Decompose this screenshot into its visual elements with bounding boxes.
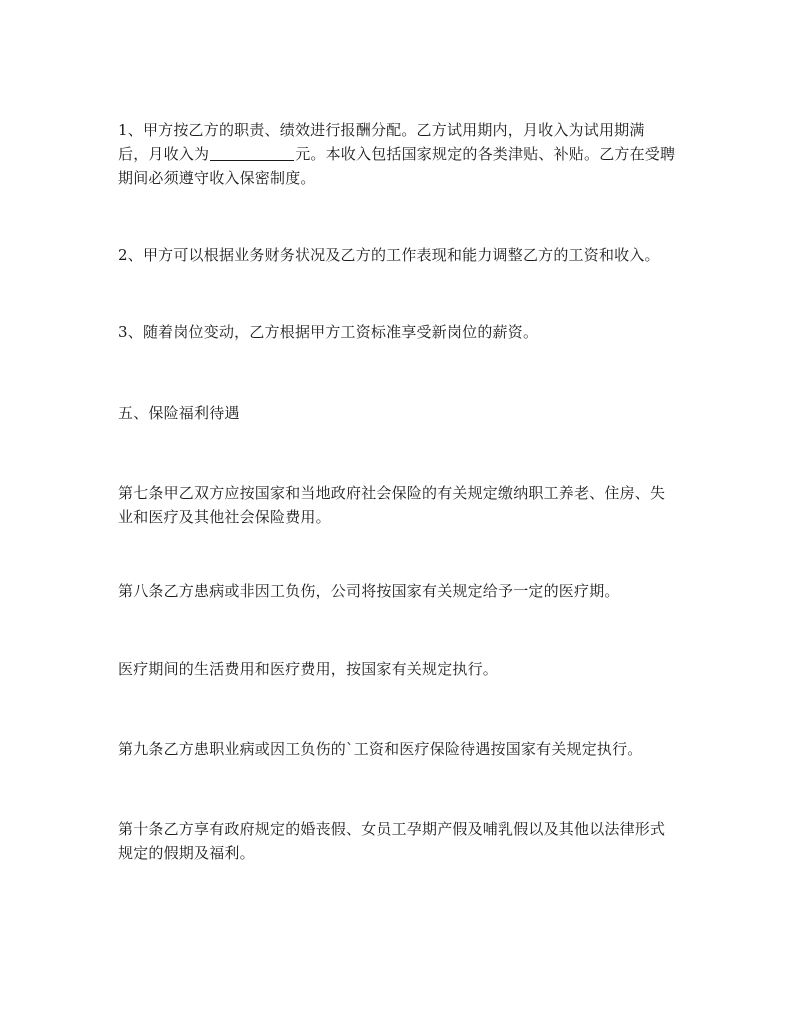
remuneration-text-before-blank: 后，月收入为 (118, 145, 210, 163)
section-heading-insurance (118, 401, 678, 425)
remuneration-text-after-blank: 元。本收入包括国家规定的各类津贴、补贴。乙方在受聘 (295, 145, 676, 163)
article-8 (118, 579, 678, 603)
article-8-text: 第八条乙方患病或非因工负伤，公司将按国家有关规定给予一定的医疗期。 (118, 582, 620, 600)
article-7 (118, 481, 678, 529)
article-10 (118, 817, 678, 865)
article-9-text: 第九条乙方患职业病或因工负伤的`工资和医疗保险待遇按国家有关规定执行。 (118, 740, 643, 758)
paragraph-position-change-text: 3、随着岗位变动，乙方根据甲方工资标准享受新岗位的薪资。 (118, 323, 539, 341)
paragraph-remuneration-line-3: 期间必须遵守收入保密制度。 (118, 169, 316, 187)
article-10-line-2: 规定的假期及福利。 (118, 844, 255, 862)
paragraph-remuneration (118, 118, 678, 190)
article-7-line-2: 业和医疗及其他社会保险费用。 (118, 508, 331, 526)
article-10-line-1: 第十条乙方享有政府规定的婚丧假、女员工孕期产假及哺乳假以及其他以法律形式 (118, 820, 666, 838)
paragraph-position-change (118, 320, 678, 344)
section-heading-insurance-text: 五、保险福利待遇 (118, 404, 240, 422)
paragraph-salary-adjustment (118, 243, 678, 267)
income-blank-field (210, 145, 294, 161)
paragraph-medical-costs-text: 医疗期间的生活费用和医疗费用，按国家有关规定执行。 (118, 660, 499, 678)
paragraph-remuneration-line-2 (118, 142, 678, 166)
article-7-line-1: 第七条甲乙双方应按国家和当地政府社会保险的有关规定缴纳职工养老、住房、失 (118, 484, 666, 502)
paragraph-medical-costs (118, 657, 678, 681)
paragraph-salary-adjustment-text: 2、甲方可以根据业务财务状况及乙方的工作表现和能力调整乙方的工资和收入。 (118, 246, 660, 264)
paragraph-remuneration-line-1: 1、甲方按乙方的职责、绩效进行报酬分配。乙方试用期内，月收入为试用期满 (118, 121, 645, 139)
article-9 (118, 737, 678, 761)
